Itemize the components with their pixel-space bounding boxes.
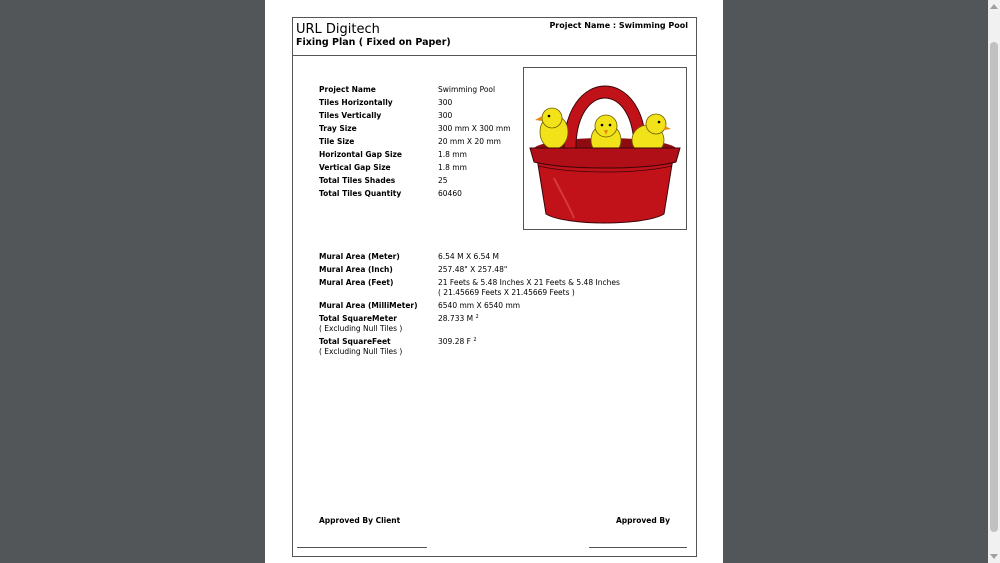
- chick-left-icon: [535, 108, 568, 149]
- detail-label: Tile Size: [319, 137, 355, 146]
- header-divider: [293, 55, 696, 56]
- detail-label: Project Name: [319, 85, 376, 94]
- area-label: Mural Area (MilliMeter): [319, 301, 418, 310]
- approved-by-client-label: Approved By Client: [319, 516, 401, 525]
- area-label: Mural Area (Meter): [319, 252, 400, 261]
- project-header: Project Name : Swimming Pool: [549, 21, 688, 30]
- detail-label: Horizontal Gap Size: [319, 150, 403, 159]
- detail-label: Vertical Gap Size: [319, 163, 391, 172]
- document-page: [265, 0, 723, 563]
- detail-label: Tray Size: [319, 124, 357, 133]
- detail-value: 25: [438, 176, 448, 185]
- detail-value: 300: [438, 98, 453, 107]
- scroll-thumb[interactable]: [990, 42, 998, 532]
- report-frame: [292, 17, 697, 557]
- client-signature-line: [297, 547, 427, 548]
- area-note: ( Excluding Null Tiles ): [319, 347, 403, 356]
- scroll-down-icon[interactable]: [990, 554, 998, 559]
- approved-by-label: Approved By: [616, 516, 670, 525]
- area-value: 21 Feets & 5.48 Inches X 21 Feets & 5.48 Inches: [438, 278, 620, 287]
- area-label: Mural Area (Inch): [319, 265, 393, 274]
- detail-value: 300 mm X 300 mm: [438, 124, 511, 133]
- detail-value: 60460: [438, 189, 462, 198]
- approver-signature-line: [589, 547, 687, 548]
- detail-value: 20 mm X 20 mm: [438, 137, 501, 146]
- plan-title: Fixing Plan ( Fixed on Paper): [296, 37, 451, 48]
- detail-value: 300: [438, 111, 453, 120]
- detail-label: Tiles Vertically: [319, 111, 382, 120]
- area-value: 6540 mm X 6540 mm: [438, 301, 521, 310]
- area-value: 257.48" X 257.48": [438, 265, 508, 274]
- detail-label: Total Tiles Quantity: [319, 189, 402, 198]
- area-value: 28.733 M $^2$: [438, 314, 479, 323]
- scroll-up-icon[interactable]: [990, 4, 998, 9]
- detail-value: 1.8 mm: [438, 163, 467, 172]
- detail-label: Tiles Horizontally: [319, 98, 393, 107]
- area-value: 6.54 M X 6.54 M: [438, 252, 500, 261]
- area-label: Mural Area (Feet): [319, 278, 394, 287]
- detail-value: 1.8 mm: [438, 150, 467, 159]
- area-value-secondary: ( 21.45669 Feets X 21.45669 Feets ): [438, 288, 575, 297]
- detail-value: Swimming Pool: [438, 85, 496, 94]
- area-value: 309.28 F $^2$: [438, 337, 477, 346]
- area-label: Total SquareFeet: [319, 337, 391, 346]
- area-label: Total SquareMeter: [319, 314, 397, 323]
- company-name: URL Digitech: [296, 22, 380, 37]
- detail-label: Total Tiles Shades: [319, 176, 396, 185]
- area-note: ( Excluding Null Tiles ): [319, 324, 403, 333]
- scrollbar[interactable]: [988, 0, 1000, 563]
- chicks-in-basket-image: [523, 67, 687, 230]
